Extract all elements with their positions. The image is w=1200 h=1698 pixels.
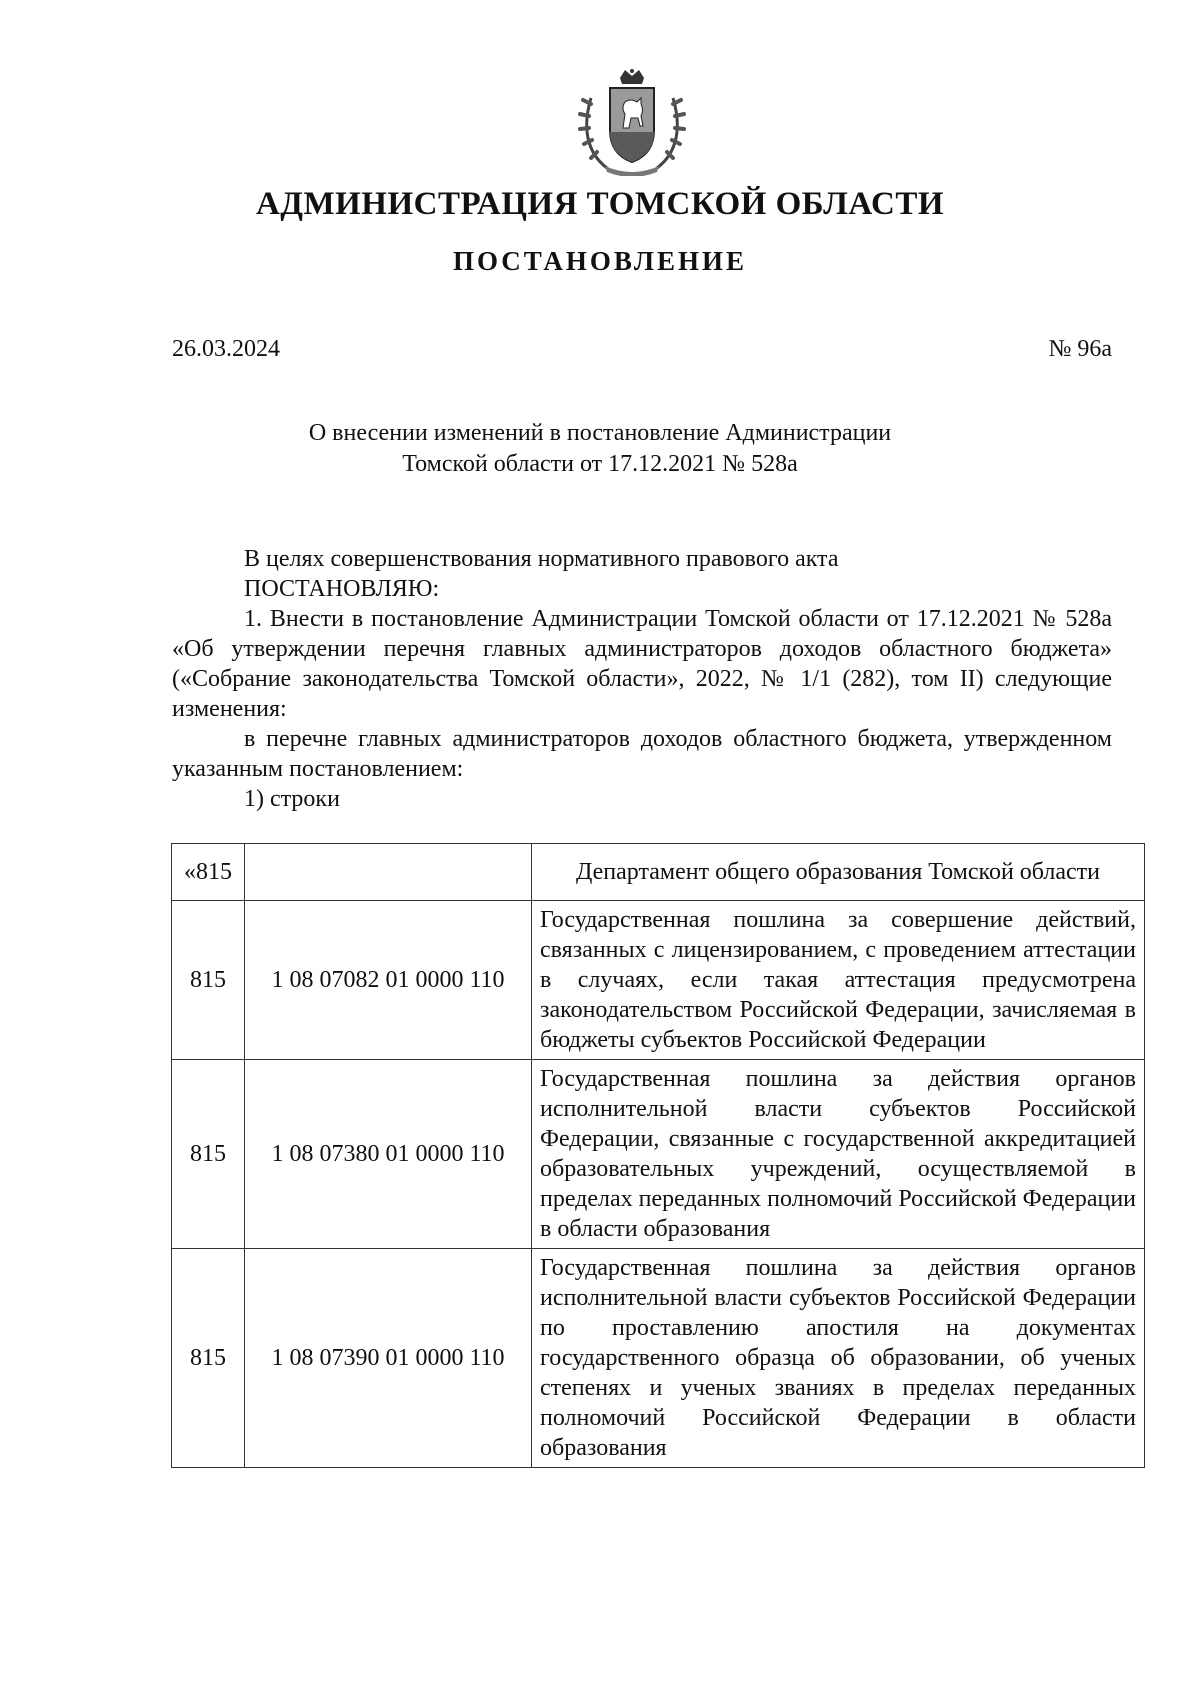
subject-line-2: Томской области от 17.12.2021 № 528а [402, 451, 798, 477]
document-type: ПОСТАНОВЛЕНИЕ [452, 246, 748, 276]
table-cell-admin-code: 815 [172, 1249, 245, 1468]
table-row [172, 844, 1145, 901]
table-cell-kbk [245, 844, 532, 901]
table-cell-name: Департамент общего образования Томской области [532, 844, 1145, 901]
table-cell-admin-code: 815 [172, 1060, 245, 1249]
organization-title: АДМИНИСТРАЦИЯ ТОМСКОЙ ОБЛАСТИ [255, 186, 945, 222]
document-subject [0, 418, 1200, 480]
document-number: № 96а [1048, 336, 1112, 362]
revenue-codes-table [171, 843, 1145, 1468]
table-cell-admin-code: 815 [172, 901, 245, 1060]
body-paragraph-purpose: В целях совершенствования нормативного правового акта [244, 546, 839, 572]
table-row [172, 1060, 1145, 1249]
table-cell-name: Государственная пошлина за действия органов исполнительной власти субъектов Российской Федерации по проставлению апостиля на документах государственного образца об образовании, об ученых степенях и ученых званиях в пределах переданных полномочий Российской Федерации в области образования [532, 1249, 1145, 1468]
table-cell-kbk: 1 08 07380 01 0000 110 [245, 1060, 532, 1249]
coat-of-arms-icon [577, 68, 687, 176]
table-row [172, 901, 1145, 1060]
table-cell-name: Государственная пошлина за совершение действий, связанных с лицензированием, с проведением аттестации в случаях, если такая аттестация предусмотрена законодательством Российской Федерации, зачисляемая в бюджеты субъектов Российской Федерации [532, 901, 1145, 1060]
table-cell-kbk: 1 08 07390 01 0000 110 [245, 1249, 532, 1468]
table-cell-kbk: 1 08 07082 01 0000 110 [245, 901, 532, 1060]
body-paragraph-item-1: 1. Внести в постановление Администрации Томской области от 17.12.2021 № 528а «Об утверждении перечня главных администраторов доходов областного бюджета» («Собрание законодательства Томской области», 2022, № 1/1 (282), том II) следующие изменения: [172, 606, 1112, 722]
document-date: 26.03.2024 [172, 336, 280, 362]
body-paragraph-resolve: ПОСТАНОВЛЯЮ: [244, 576, 440, 602]
table-cell-admin-code: «815 [172, 844, 245, 901]
body-paragraph-rows: 1) строки [244, 786, 340, 812]
table-row [172, 1249, 1145, 1468]
subject-line-1: О внесении изменений в постановление Администрации [308, 420, 892, 446]
document-body [172, 544, 1112, 814]
body-paragraph-list-intro: в перечне главных администраторов доходов областного бюджета, утвержденном указанным постановлением: [172, 726, 1112, 782]
table-cell-name: Государственная пошлина за действия органов исполнительной власти субъектов Российской Федерации, связанные с государственной аккредитацией образовательных учреждений, осуществляемой в пределах переданных полномочий Российской Федерации в области образования [532, 1060, 1145, 1249]
